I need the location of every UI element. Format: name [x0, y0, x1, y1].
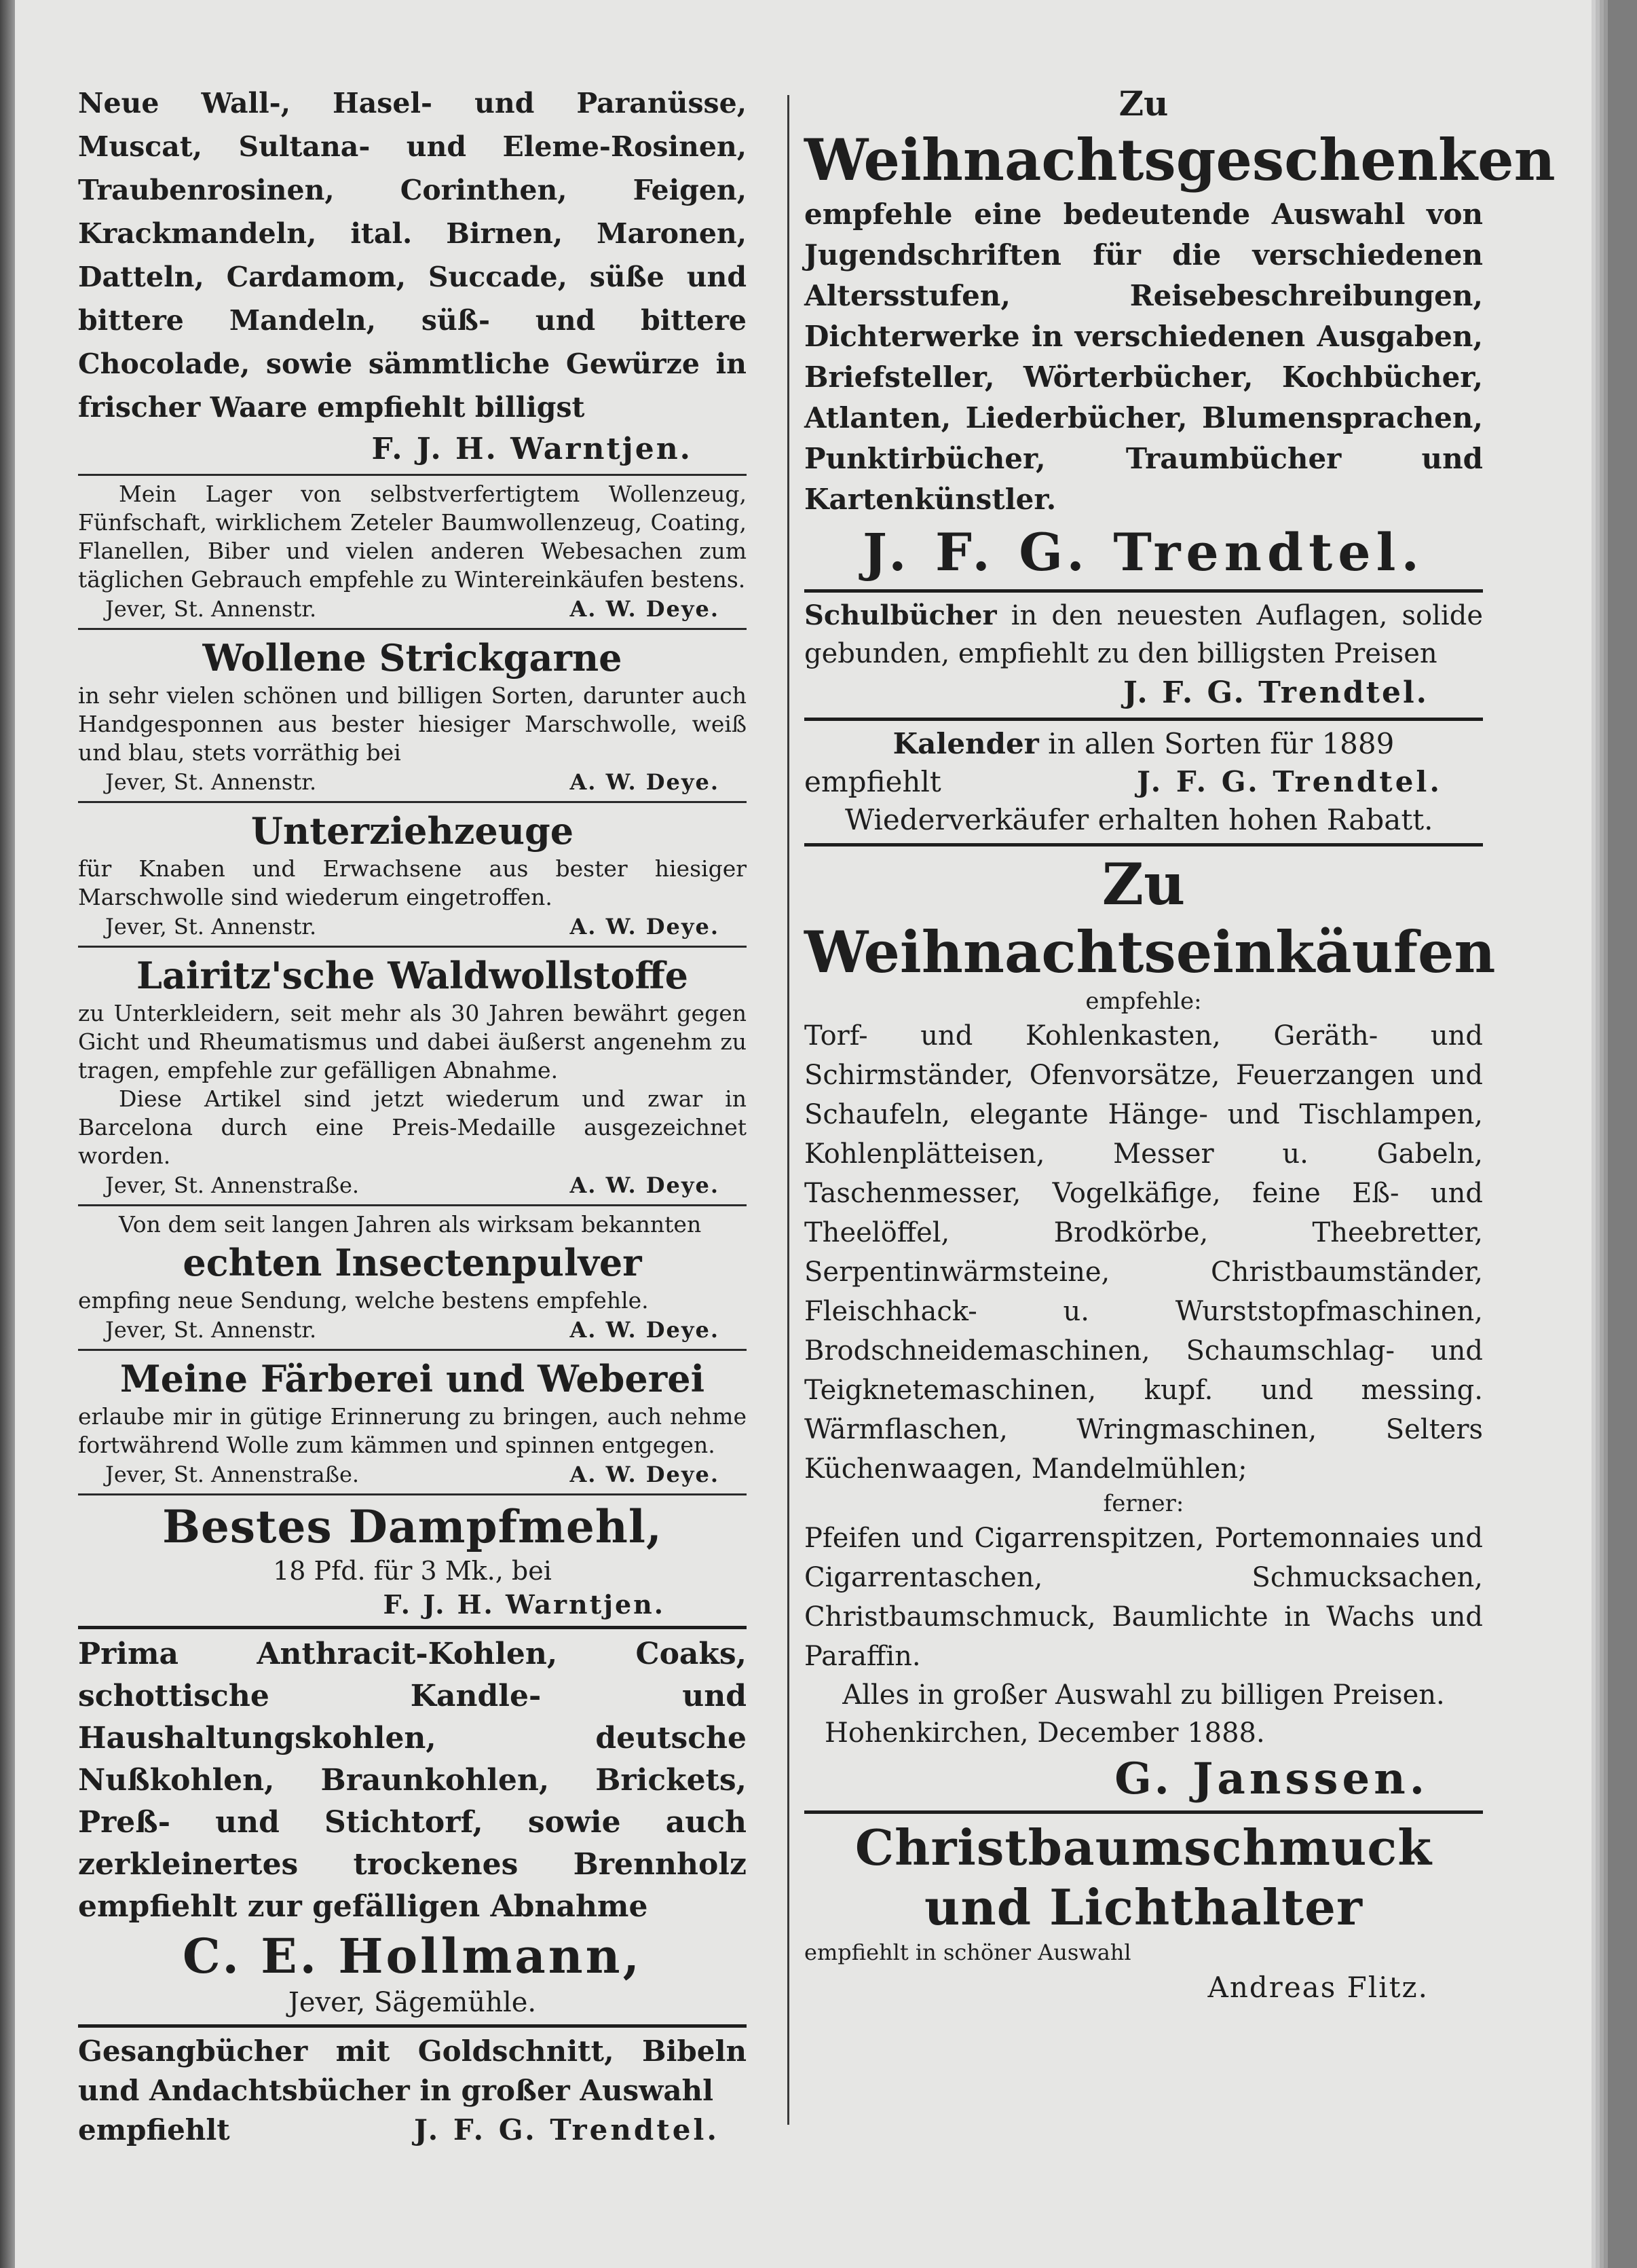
ad-signature: J. F. G. Trendtel. [1123, 675, 1429, 710]
divider [78, 801, 747, 803]
ad-nuts-warntjen [78, 81, 747, 470]
left-column [78, 81, 747, 2150]
ad-text: Prima Anthracit-Kohlen, Coaks, schottische Kandle- und Haushaltungskohlen, deutsche Nußkohlen, Braunkohlen, Brickets, Preß- und Stichtorf, sowie auch zerkleinertes trockenes Brennholz empfiehlt zur gefälligen Abnahme [78, 1637, 747, 1924]
ad-signature-line [78, 912, 747, 942]
ad-heading: echten Insectenpulver [183, 1241, 642, 1284]
ad-signature-line [78, 594, 747, 624]
ad-text: empfehle eine bedeutende Auswahl von Jugendschriften für die verschiedenen Altersstufen, Reisebeschreibungen, Dichterwerke in verschiedenen Ausgaben, Briefsteller, Wörterbücher, Kochbücher, Atlanten, Liederbücher, Blumensprachen, Punktirbücher, Traumbücher und Kartenkünstler. [804, 198, 1483, 516]
ad-text: 18 Pfd. für 3 Mk., bei [273, 1556, 552, 1586]
divider [78, 628, 747, 630]
ad-signature: C. E. Hollmann, [183, 1928, 642, 1984]
ad-signature: A. W. Deye. [569, 1317, 719, 1343]
divider [78, 1349, 747, 1351]
ad-dampfmehl-warntjen [78, 1500, 747, 1622]
ad-unterziehzeuge-deye [78, 807, 747, 942]
ad-signature: A. W. Deye. [569, 596, 719, 622]
ad-signature: J. F. G. Trendtel. [863, 522, 1425, 582]
ad-place: Jever, St. Annenstr. [105, 1317, 317, 1343]
ad-text: empfiehlt in schöner Auswahl [804, 1939, 1131, 1965]
ad-signature: G. Janssen. [1114, 1753, 1429, 1804]
ad-place: Jever, Sägemühle. [288, 1987, 537, 2018]
ad-christbaumschmuck-flitz [804, 1818, 1483, 2008]
ad-lead: Schulbücher [804, 599, 997, 631]
ad-text: Gesangbücher mit Goldschnitt, Bibeln und Andachtsbücher in großer Auswahl [78, 2034, 747, 2107]
ad-waldwollstoffe-deye [78, 952, 747, 1200]
divider [78, 474, 747, 476]
ad-heading: Unterziehzeuge [250, 809, 574, 853]
ad-text-2: Diese Artikel sind jetzt wiederum und zwar in Barcelona durch eine Preis-Medaille ausgezeichnet worden. [78, 1085, 747, 1169]
column-divider [787, 95, 789, 2125]
ad-signature: F. J. H. Warntjen. [371, 432, 692, 466]
ad-place: Jever, St. Annenstr. [105, 769, 317, 795]
ad-schulbuecher-trendtel [804, 597, 1483, 713]
ad-text: empfing neue Sendung, welche bestens empfehle. [78, 1287, 649, 1314]
ad-text: zu Unterkleidern, seit mehr als 30 Jahren bewährt gegen Gicht und Rheumatismus und dabei äußerst angenehm zu tragen, empfehle zur gefälligen Abnahme. [78, 1000, 747, 1083]
ad-heading: Weihnachtsgeschenken [804, 126, 1556, 193]
ad-heading: Lairitz'sche Waldwollstoffe [136, 954, 689, 997]
divider [804, 718, 1483, 721]
ad-gesangbuecher-trendtel [78, 2032, 747, 2150]
ad-heading: Zu Weihnachtseinkäufen [804, 851, 1496, 986]
ad-signature-line [804, 763, 1483, 801]
ad-text: erlaube mir in gütige Erinnerung zu bringen, auch nehme fortwährend Wolle zum kämmen und spinnen entgegen. [78, 1403, 747, 1458]
ad-insectenpulver-deye [78, 1210, 747, 1345]
ad-text-2: Wiederverkäufer erhalten hohen Rabatt. [845, 803, 1433, 836]
ad-kalender-trendtel [804, 725, 1483, 839]
ad-signature-line [78, 767, 747, 797]
ad-text-block [804, 597, 1483, 673]
ad-text-3: Alles in großer Auswahl zu billigen Preisen. [842, 1679, 1445, 1711]
ad-strickgarne-deye [78, 634, 747, 797]
ad-text-2: Pfeifen und Cigarrenspitzen, Portemonnaies und Cigarrentaschen, Schmucksachen, Christbaumschmuck, Baumlichte in Wachs und Paraffin. [804, 1523, 1483, 1672]
divider [78, 1626, 747, 1629]
ad-faerberei-deye [78, 1355, 747, 1489]
ad-signature-line [78, 1170, 747, 1200]
ad-signature: A. W. Deye. [569, 1462, 719, 1487]
ad-place: Jever, St. Annenstr. [105, 596, 317, 622]
ad-text: für Knaben und Erwachsene aus bester hiesiger Marschwolle sind wiederum eingetroffen. [78, 855, 747, 910]
divider [804, 1810, 1483, 1814]
ad-date: Hohenkirchen, December 1888. [825, 1717, 1265, 1749]
ad-signature: A. W. Deye. [569, 914, 719, 940]
ad-heading: Wollene Strickgarne [202, 636, 622, 680]
ad-text-block [804, 725, 1483, 763]
ad-signature: Andreas Flitz. [1207, 1971, 1429, 2004]
ad-heading: Bestes Dampfmehl, [162, 1500, 662, 1553]
ad-text: in allen Sorten für 1889 [1048, 727, 1395, 760]
divider [804, 843, 1483, 847]
ad-ferner: ferner: [1103, 1490, 1184, 1517]
ad-signature-line [78, 1460, 747, 1489]
divider [78, 1493, 747, 1495]
ad-weihnachtseinkaeufe-janssen [804, 851, 1496, 1806]
ad-signature: A. W. Deye. [569, 1172, 719, 1198]
divider [78, 2024, 747, 2028]
ad-text: in sehr vielen schönen und billigen Sorten, darunter auch Handgesponnen aus bester hiesiger Marschwolle, weiß und blau, stets vorräthig bei [78, 682, 747, 766]
ad-text: Mein Lager von selbstverfertigtem Wollenzeug, Fünfschaft, wirklichem Zeteler Baumwollenzeug, Coating, Flanellen, Biber und vielen anderen Webesachen zum täglichen Gebrauch empfehle zu Wintereinkäufen bestens. [78, 481, 747, 593]
ad-signature: J. F. G. Trendtel. [414, 2113, 719, 2146]
ad-text: Torf- und Kohlenkasten, Geräth- und Schirmständer, Ofenvorsätze, Feuerzangen und Schaufeln, elegante Hänge- und Tischlampen, Kohlenplätteisen, Messer u. Gabeln, Taschenmesser, Vogelkäfige, feine Eß- und Theelöffel, Brodkörbe, Theebretter, Serpentinwärmsteine, Christbaumständer, Fleischhack- u. Wurststopfmaschinen, Brodschneidemaschinen, Schaumschlag- und Teigknetemaschinen, kupf. und messing. Wärmflaschen, Wringmaschinen, Selters Küchenwaagen, Mandelmühlen; [804, 1020, 1483, 1485]
ad-signature: J. F. G. Trendtel. [1137, 765, 1442, 798]
ad-wollenzeug-deye [78, 480, 747, 624]
right-column [804, 81, 1556, 2008]
ad-subheading: empfehle: [1085, 988, 1202, 1015]
ad-intro: Von dem seit langen Jahren als wirksam bekannten [119, 1211, 702, 1238]
divider [78, 1204, 747, 1206]
ad-signature-line [78, 2111, 747, 2150]
ad-text-b: empfiehlt [804, 765, 941, 798]
ad-heading: Meine Färberei und Weberei [119, 1357, 705, 1400]
ad-place: Jever, St. Annenstraße. [105, 1462, 360, 1487]
ad-lead: empfiehlt [78, 2113, 230, 2146]
divider [804, 589, 1483, 593]
divider [78, 946, 747, 948]
ad-weihnachtsgeschenke-trendtel [804, 81, 1556, 585]
ad-place: Jever, St. Annenstraße. [105, 1172, 360, 1198]
ad-signature: A. W. Deye. [569, 769, 719, 795]
ad-pre-heading: Zu [1118, 83, 1169, 124]
ad-kohlen-hollmann [78, 1633, 747, 2020]
ad-signature: F. J. H. Warntjen. [383, 1589, 665, 1620]
ad-heading: Christbaumschmuck und Lichthalter [854, 1819, 1433, 1936]
ad-lead: Kalender [892, 727, 1039, 760]
ad-signature-line [78, 1315, 747, 1345]
ad-place: Jever, St. Annenstr. [105, 914, 317, 940]
ad-text: in den neuesten Auflagen, solide gebunden, empfiehlt zu den billigsten Preisen [804, 600, 1483, 669]
ad-text: Neue Wall-, Hasel- und Paranüsse, Muscat, Sultana- und Eleme-Rosinen, Traubenrosinen, Corinthen, Feigen, Krackmandeln, ital. Birnen, Maronen, Datteln, Cardamom, Succade, süße und bittere Mandeln, süß- und bittere Chocolade, sowie sämmtliche Gewürze in frischer Waare empfiehlt billigst [78, 87, 747, 424]
page-gutter [0, 0, 15, 2268]
